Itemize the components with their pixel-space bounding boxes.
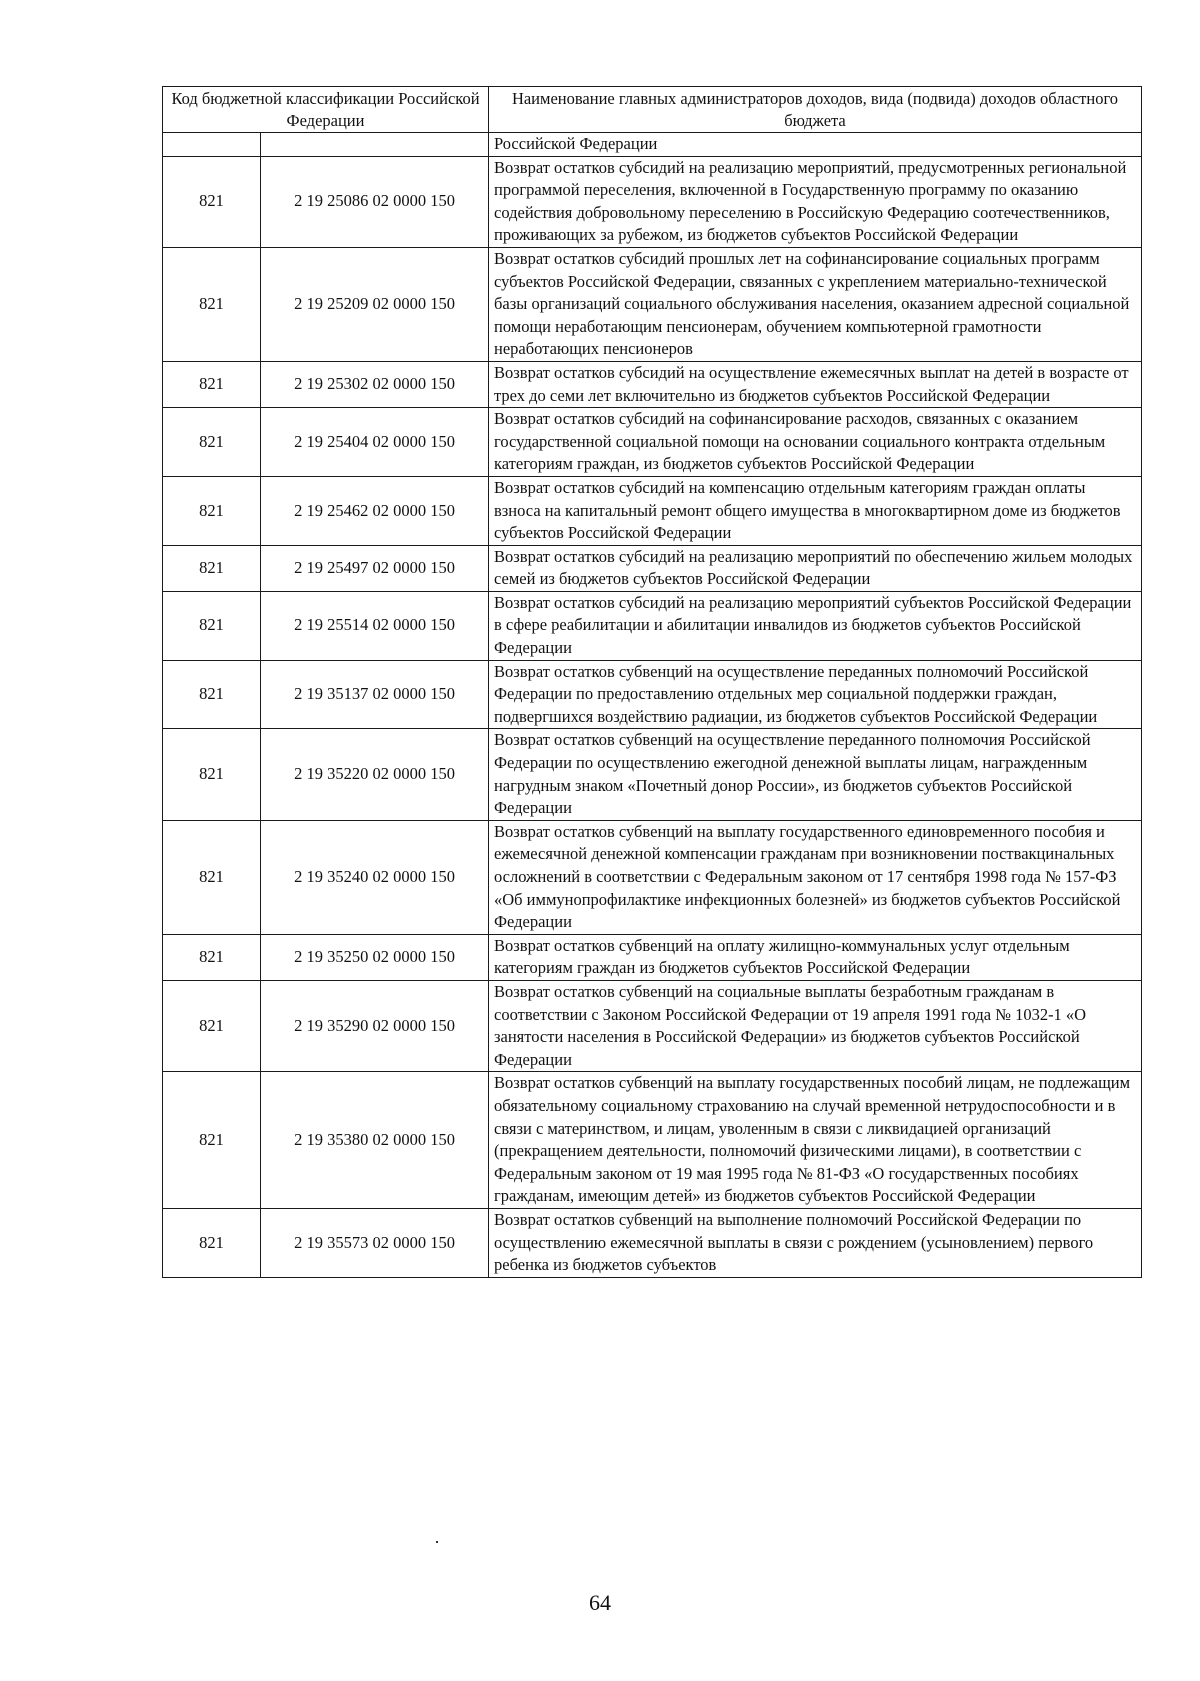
table-row: [163, 820, 1142, 934]
revenue-code-cell: 2 19 35380 02 0000 150: [261, 1072, 489, 1209]
revenue-code-cell: 2 19 35290 02 0000 150: [261, 980, 489, 1071]
revenue-code-cell: 2 19 35137 02 0000 150: [261, 660, 489, 729]
revenue-name-cell: Возврат остатков субсидий на реализацию мероприятий по обеспечению жильем молодых семей из бюджетов субъектов Российской Федерации: [489, 545, 1142, 591]
revenue-code-cell: 2 19 35240 02 0000 150: [261, 820, 489, 934]
revenue-code-cell: 2 19 35573 02 0000 150: [261, 1208, 489, 1277]
table-row: [163, 591, 1142, 660]
table-row: [163, 729, 1142, 820]
revenue-name-cell: Возврат остатков субвенций на выплату государственных пособий лицам, не подлежащим обязательному социальному страхованию на случай временной нетрудоспособности и в связи с материнством, и лицам, уволенным в связи с ликвидацией организаций (прекращением деятельности, полномочий физическими лицами), в соответствии с Федеральным законом от 19 мая 1995 года № 81-ФЗ «О государственных пособиях гражданам, имеющим детей» из бюджетов субъектов Российской Федерации: [489, 1072, 1142, 1209]
admin-code-cell: 821: [163, 980, 261, 1071]
header-budget-classification-code: Код бюджетной классификации Российской Федерации: [163, 87, 489, 133]
revenue-name-cell: Возврат остатков субсидий на софинансирование расходов, связанных с оказанием государственной социальной помощи на основании социального контракта отдельным категориям граждан, из бюджетов субъектов Российской Федерации: [489, 408, 1142, 477]
admin-code-cell: 821: [163, 934, 261, 980]
revenue-code-cell: 2 19 25497 02 0000 150: [261, 545, 489, 591]
revenue-name-cell: Возврат остатков субвенций на социальные выплаты безработным гражданам в соответствии с Законом Российской Федерации от 19 апреля 1991 года № 1032-1 «О занятости населения в Российской Федерации» из бюджетов субъектов Российской Федерации: [489, 980, 1142, 1071]
table-header-row: [163, 87, 1142, 133]
table-row: [163, 1208, 1142, 1277]
revenue-name-cell: Возврат остатков субсидий прошлых лет на софинансирование социальных программ субъектов Российской Федерации, связанных с укреплением материально-технической базы организаций социального обслуживания населения, оказанием адресной социальной помощи неработающим пенсионерам, обучением компьютерной грамотности неработающих пенсионеров: [489, 247, 1142, 361]
continuation-row: [163, 133, 1142, 157]
revenue-code-cell: 2 19 35250 02 0000 150: [261, 934, 489, 980]
table-row: [163, 476, 1142, 545]
revenue-name-cell: Возврат остатков субвенций на оплату жилищно-коммунальных услуг отдельным категориям граждан из бюджетов субъектов Российской Федерации: [489, 934, 1142, 980]
admin-code-cell: 821: [163, 820, 261, 934]
table-row: [163, 361, 1142, 407]
table-row: [163, 934, 1142, 980]
continuation-admin-cell: [163, 133, 261, 157]
revenue-code-cell: 2 19 25302 02 0000 150: [261, 361, 489, 407]
revenue-code-cell: 2 19 25514 02 0000 150: [261, 591, 489, 660]
table-row: [163, 156, 1142, 247]
revenue-name-cell: Возврат остатков субвенций на выплату государственного единовременного пособия и ежемесячной денежной компенсации гражданам при возникновении поствакцинальных осложнений в соответствии с Федеральным законом от 17 сентября 1998 года № 157-ФЗ «Об иммунопрофилактике инфекционных болезней» из бюджетов субъектов Российской Федерации: [489, 820, 1142, 934]
table-row: [163, 980, 1142, 1071]
continuation-kbk-cell: [261, 133, 489, 157]
table-row: [163, 660, 1142, 729]
revenue-name-cell: Возврат остатков субвенций на осуществление переданных полномочий Российской Федерации по предоставлению отдельных мер социальной поддержки граждан, подвергшихся воздействию радиации, из бюджетов субъектов Российской Федерации: [489, 660, 1142, 729]
revenue-code-cell: 2 19 25462 02 0000 150: [261, 476, 489, 545]
admin-code-cell: 821: [163, 1072, 261, 1209]
admin-code-cell: 821: [163, 361, 261, 407]
admin-code-cell: 821: [163, 476, 261, 545]
revenue-code-cell: 2 19 25404 02 0000 150: [261, 408, 489, 477]
scan-speck: [436, 1541, 438, 1543]
admin-code-cell: 821: [163, 408, 261, 477]
admin-code-cell: 821: [163, 660, 261, 729]
table-row: [163, 247, 1142, 361]
revenue-code-cell: 2 19 25209 02 0000 150: [261, 247, 489, 361]
admin-code-cell: 821: [163, 729, 261, 820]
table-row: [163, 545, 1142, 591]
page-number: 64: [589, 1590, 611, 1615]
revenue-name-cell: Возврат остатков субвенций на выполнение полномочий Российской Федерации по осуществлению ежемесячной выплаты в связи с рождением (усыновлением) первого ребенка из бюджетов субъектов: [489, 1208, 1142, 1277]
header-administrator-name: Наименование главных администраторов доходов, вида (подвида) доходов областного бюджета: [489, 87, 1142, 133]
revenue-name-cell: Возврат остатков субсидий на осуществление ежемесячных выплат на детей в возрасте от трех до семи лет включительно из бюджетов субъектов Российской Федерации: [489, 361, 1142, 407]
table-row: [163, 408, 1142, 477]
revenue-code-cell: 2 19 35220 02 0000 150: [261, 729, 489, 820]
revenue-name-cell: Возврат остатков субсидий на реализацию мероприятий субъектов Российской Федерации в сфере реабилитации и абилитации инвалидов из бюджетов субъектов Российской Федерации: [489, 591, 1142, 660]
budget-revenue-table: [162, 86, 1142, 1278]
admin-code-cell: 821: [163, 545, 261, 591]
admin-code-cell: 821: [163, 1208, 261, 1277]
admin-code-cell: 821: [163, 156, 261, 247]
table-row: [163, 1072, 1142, 1209]
admin-code-cell: 821: [163, 591, 261, 660]
continuation-name-cell: Российской Федерации: [489, 133, 1142, 157]
revenue-code-cell: 2 19 25086 02 0000 150: [261, 156, 489, 247]
revenue-name-cell: Возврат остатков субсидий на реализацию мероприятий, предусмотренных региональной программой переселения, включенной в Государственную программу по оказанию содействия добровольному переселению в Российскую Федерацию соотечественников, проживающих за рубежом, из бюджетов субъектов Российской Федерации: [489, 156, 1142, 247]
revenue-name-cell: Возврат остатков субвенций на осуществление переданного полномочия Российской Федерации по осуществлению ежегодной денежной выплаты лицам, награжденным нагрудным знаком «Почетный донор России», из бюджетов субъектов Российской Федерации: [489, 729, 1142, 820]
revenue-name-cell: Возврат остатков субсидий на компенсацию отдельным категориям граждан оплаты взноса на капитальный ремонт общего имущества в многоквартирном доме из бюджетов субъектов Российской Федерации: [489, 476, 1142, 545]
admin-code-cell: 821: [163, 247, 261, 361]
